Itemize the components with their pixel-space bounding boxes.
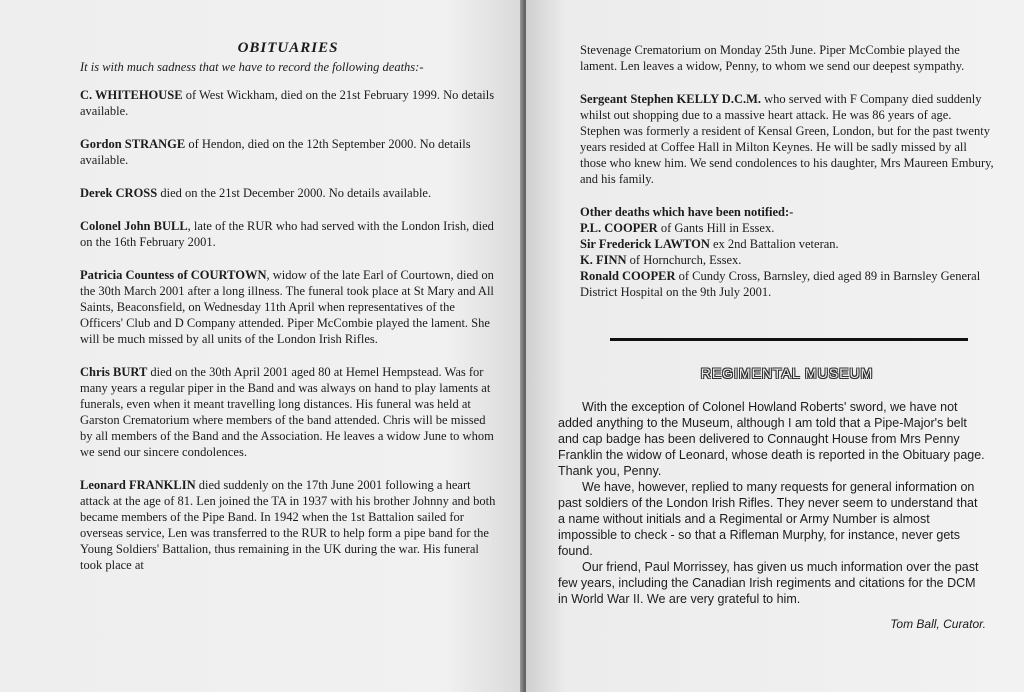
- obituary-name: Leonard FRANKLIN: [80, 478, 196, 492]
- obituary-continuation: Stevenage Crematorium on Monday 25th June. Piper McCombie played the lament. Len leaves a widow, Penny, to whom we send our deepest sympathy.: [580, 43, 965, 73]
- obituary-text: died suddenly on the 17th June 2001 following a heart attack at the age of 81. Len joined the TA in 1937 with his brother Johnny and both became members of the Pipe Band. In 1942 when the 1st Battalion sailed for overseas service, Len was transferred to the RUR to help form a pipe band for the Young Soldiers' Battalion, thus remaining in the UK during the war. His funeral took place at: [80, 478, 496, 572]
- obituary-entry: [80, 185, 496, 201]
- obituary-entry: [80, 136, 496, 168]
- obituary-text: , late of the RUR who had served with the London Irish, died on the 16th February 2001.: [80, 219, 494, 249]
- obituary-name: Derek CROSS: [80, 186, 158, 200]
- obituary-name: Ronald COOPER: [580, 269, 676, 283]
- obituary-entry: [80, 364, 496, 460]
- obituary-entry: [80, 267, 496, 347]
- obituary-text: died on the 21st December 2000. No details available.: [157, 186, 432, 200]
- other-deaths-heading-text: Other deaths which have been notified:-: [580, 205, 794, 219]
- obituary-text: of Gants Hill in Essex.: [657, 221, 775, 235]
- obituary-text: who served with F Company died suddenly whilst out shopping due to a massive heart attack. He was 86 years of age. Stephen was formerly a resident of Kensal Green, London, but for the past twenty years resided at Coffee Hall in Milton Keynes. He will be sadly missed by all those who knew him. We send condolences to his daughter, Mrs Maureen Embury, and his family.: [580, 92, 994, 186]
- museum-paragraph: With the exception of Colonel Howland Roberts' sword, we have not added anything to the Museum, although I am told that a Pipe-Major's belt and cap badge has been delivered to Connaught House from Mrs Penny Franklin the widow of Leonard, whose death is reported in the Obituary page. Thank you, Penny.: [558, 400, 985, 478]
- obituary-name: Patricia Countess of COURTOWN: [80, 268, 267, 282]
- museum-paragraph: Our friend, Paul Morrissey, has given us much information over the past few years, including the Canadian Irish regiments and citations for the DCM in World War II. We are very grateful to him.: [558, 560, 979, 606]
- obituary-name: C. WHITEHOUSE: [80, 88, 183, 102]
- list-item: [580, 268, 994, 300]
- museum-paragraph: We have, however, replied to many requests for general information on past soldiers of the London Irish Rifles. They never seem to understand that a name without initials and a Regimental or Army Number is almost impossible to check - so that a Rifleman Murphy, for instance, never gets found.: [558, 480, 978, 558]
- museum-section: [558, 399, 986, 607]
- other-deaths-list: [580, 204, 994, 300]
- obituary-text: of Hornchurch, Essex.: [626, 253, 742, 267]
- right-page: [526, 0, 1024, 692]
- obituaries-intro: It is with much sadness that we have to record the following deaths:-: [80, 60, 424, 74]
- obituary-text: ex 2nd Battalion veteran.: [709, 237, 839, 251]
- obituary-name: K. FINN: [580, 253, 627, 267]
- obituary-text: of West Wickham, died on the 21st February 1999. No details available.: [80, 88, 495, 118]
- obituary-name: Colonel John BULL: [80, 219, 188, 233]
- obituary-name: Gordon STRANGE: [80, 137, 186, 151]
- obituary-entry: [80, 477, 496, 573]
- obituary-entry: [580, 91, 994, 187]
- obituary-name: Chris BURT: [80, 365, 148, 379]
- obituary-name: P.L. COOPER: [580, 221, 658, 235]
- curator-signature: Tom Ball, Curator.: [890, 617, 986, 631]
- obituary-text: of Cundy Cross, Barnsley, died aged 89 in Barnsley General District Hospital on the 9th July 2001.: [580, 269, 981, 299]
- obituary-text: , widow of the late Earl of Courtown, died on the 30th March 2001 after a long illness. The funeral took place at St Mary and All Saints, Beaconsfield, on Wednesday 11th April when representatives of the Officers' Club and D Company attended. Piper McCombie played the lament. She will be much missed by all units of the London Irish Rifles.: [80, 268, 494, 346]
- obituary-entry: [80, 87, 496, 119]
- list-item: [580, 252, 994, 268]
- obituary-name: Sir Frederick LAWTON: [580, 237, 710, 251]
- obituary-entry: [80, 218, 496, 250]
- obituary-text: of Hendon, died on the 12th September 2000. No details available.: [80, 137, 471, 167]
- obituary-text: died on the 30th April 2001 aged 80 at Hemel Hempstead. Was for many years a regular piper in the Band and was always on hand to play laments at funerals, even when it meant travelling long distances. His funeral was held at Garston Crematorium where members of the band attended. Chris will be missed by all members of the Band and the Association. He leaves a widow June to whom we send our sincere condolences.: [80, 365, 494, 459]
- section-divider: [610, 338, 968, 341]
- obituaries-title: OBITUARIES: [237, 40, 339, 56]
- list-item: [580, 236, 994, 252]
- obituary-name: Sergeant Stephen KELLY D.C.M.: [580, 92, 762, 106]
- other-deaths-heading: [580, 204, 994, 220]
- list-item: [580, 220, 994, 236]
- museum-title: REGIMENTAL MUSEUM: [700, 365, 874, 381]
